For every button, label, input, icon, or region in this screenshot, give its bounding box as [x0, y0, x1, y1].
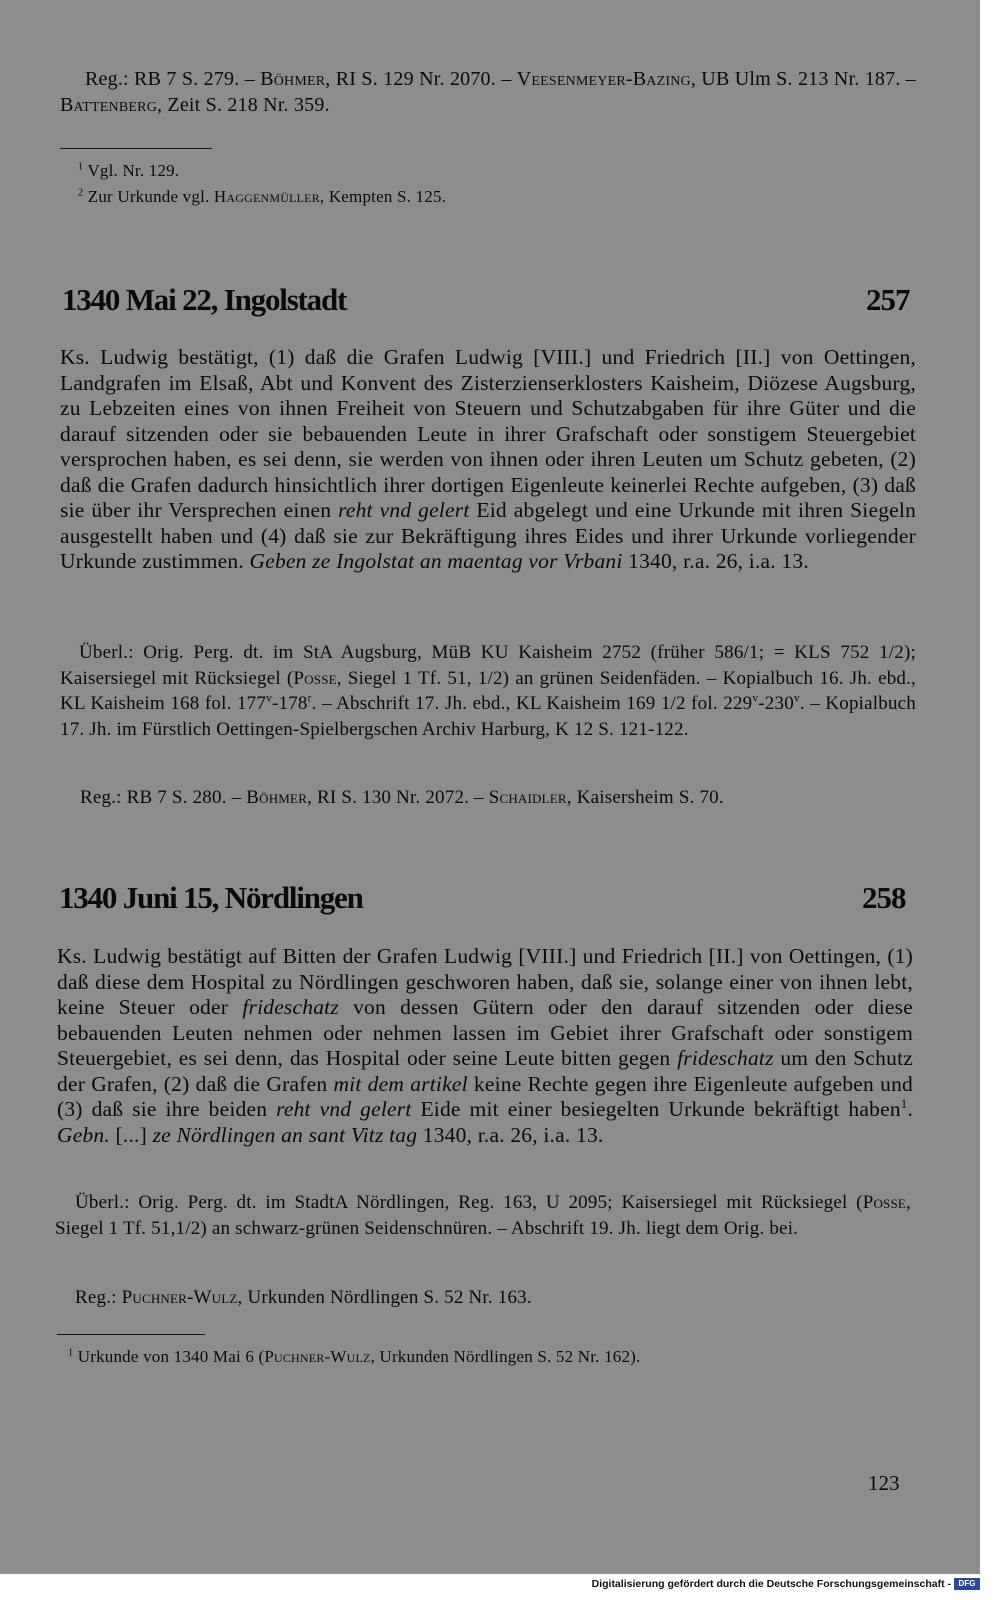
entry-258-transmission: Überl.: Orig. Perg. dt. im StadtA Nördlingen, Reg. 163, U 2095; Kaisersiegel mit Rücksiegel (Posse, Siegel 1 Tf. 51,1/2) an schwarz-grünen Seidenschnüren. – Abschrift 19. Jh. liegt dem Orig. bei. — [55, 1192, 911, 1239]
top-regest: Reg.: RB 7 S. 279. – Böhmer, RI S. 129 Nr. 2070. – Veesenmeyer-Bazing, UB Ulm S. 213 Nr. 187. – Battenberg, Zeit S. 218 Nr. 359. — [60, 68, 916, 116]
entry-257-number: 257 — [866, 282, 910, 317]
entry-257-regest: Reg.: RB 7 S. 280. – Böhmer, RI S. 130 Nr. 2072. – Schaidler, Kaisersheim S. 70. — [80, 787, 724, 808]
dfg-logo-icon: DFG — [954, 1578, 980, 1590]
entry-258-summary: Ks. Ludwig bestätigt auf Bitten der Grafen Ludwig [VIII.] und Friedrich [II.] von Oettingen, (1) daß diese dem Hospital zu Nördlingen geschworen haben, daß sie, solange einer von ihnen lebt, keine Steuer oder frideschatz von dessen Gütern oder den darauf sitzenden oder diese bebauenden Leuten nehmen oder nehmen lassen im Gebiet ihrer Grafschaft oder sonstigem Steuergebiet, es sei denn, das Hospital oder seine Leute bitten gegen frideschatz um den Schutz der Grafen, (2) daß die Grafen mit dem artikel keine Rechte gegen ihre Eigenleute aufgeben und (3) daß sie ihre beiden reht vnd gelert Eide mit einer besiegelten Urkunde bekräftigt haben$^1$. Gebn. [...] ze Nördlingen an sant Vitz tag 1340, r.a. 26, i.a. 13. — [57, 944, 914, 1147]
page-number: 123 — [868, 1471, 900, 1495]
entry-258-regest: Reg.: Puchner-Wulz, Urkunden Nördlingen S. 52 Nr. 163. — [75, 1287, 532, 1308]
footnote-2: $^2$ Zur Urkunde vgl. Haggenmüller, Kempten S. 125. — [78, 187, 447, 206]
footnote-rule-bottom — [57, 1334, 205, 1335]
entry-257-transmission: Überl.: Orig. Perg. dt. im StA Augsburg, MüB KU Kaisheim 2752 (früher 586/1; = KLS 752 1/2); Kaisersiegel mit Rücksiegel (Posse, Siegel 1 Tf. 51, 1/2) an grünen Seidenfäden. – Kopialbuch 16. Jh. ebd., KL Kaisheim 168 fol. 177$^v$-178$^r$. – Abschrift 17. Jh. ebd., KL Kaisheim 169 1/2 fol. 229$^v$-230$^v$. – Kopialbuch 17. Jh. im Fürstlich Oettingen-Spielbergschen Archiv Harburg, K 12 S. 121-122. — [60, 642, 917, 740]
right-margin-strip — [980, 0, 1000, 1600]
entry-258-footnote: $^1$ Urkunde von 1340 Mai 6 (Puchner-Wulz, Urkunden Nördlingen S. 52 Nr. 162). — [68, 1347, 641, 1366]
footnote-rule-top — [60, 148, 212, 149]
entry-258-number: 258 — [862, 880, 906, 915]
entry-257-summary: Ks. Ludwig bestätigt, (1) daß die Grafen Ludwig [VIII.] und Friedrich [II.] von Oettingen, Landgrafen im Elsaß, Abt und Konvent des Zisterzienserklosters Kaisheim, Diözese Augsburg, zu Lebzeiten eines von ihnen Freiheit von Steuern und Schutzabgaben für ihre Güter und die darauf sitzenden oder sie bebauenden Leute in ihrer Grafschaft oder sonstigem Steuergebiet versprochen haben, es sei denn, sie werden von ihnen oder ihren Leuten um Schutz gebeten, (2) daß die Grafen dadurch hinsichtlich ihrer dortigen Eigenleute keinerlei Rechte aufgeben, (3) daß sie über ihr Versprechen einen reht vnd gelert Eid abgelegt und eine Urkunde mit ihren Siegeln ausgestellt haben und (4) daß sie zur Bekräftigung ihres Eides und ihrer Urkunde vorliegender Urkunde zustimmen. Geben ze Ingolstat an maentag vor Vrbani 1340, r.a. 26, i.a. 13. — [60, 345, 917, 573]
footnote-1: $^1$ Vgl. Nr. 129. — [78, 161, 180, 180]
dfg-credit-text: Digitalisierung gefördert durch die Deutsche Forschungsgemeinschaft - — [591, 1578, 951, 1590]
dfg-credit — [560, 1578, 980, 1596]
entry-257-heading: 1340 Mai 22, Ingolstadt — [62, 282, 347, 317]
entry-258-heading: 1340 Juni 15, Nördlingen — [59, 880, 363, 915]
